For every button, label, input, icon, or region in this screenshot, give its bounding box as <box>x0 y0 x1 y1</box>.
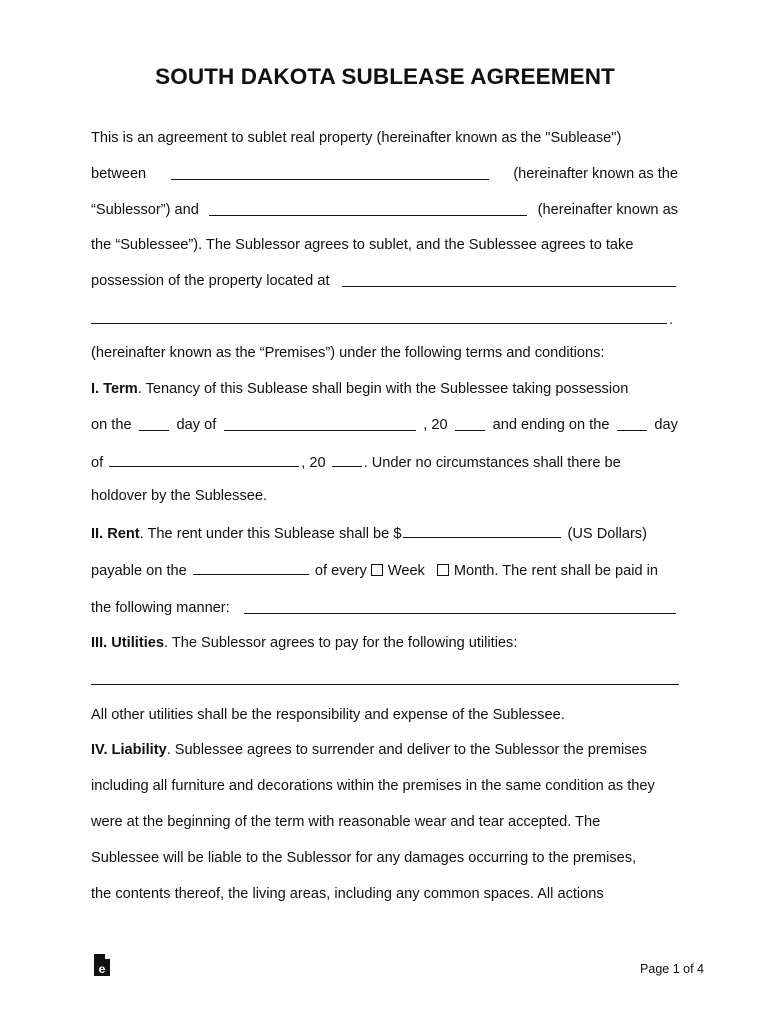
end-year-field[interactable] <box>332 452 362 467</box>
document-title: SOUTH DAKOTA SUBLEASE AGREEMENT <box>155 64 615 89</box>
rent-amount-field[interactable] <box>403 523 561 538</box>
intro-line-1: This is an agreement to sublet real property (hereinafter known as the "Sublease") <box>91 130 622 146</box>
rent-line-3: the following manner: <box>91 599 678 617</box>
svg-text:e: e <box>98 962 106 976</box>
term-line-3: of , 20 . Under no circumstances shall there be <box>91 452 678 472</box>
property-address-field-2[interactable] <box>91 309 667 324</box>
rent-due-day-field[interactable] <box>193 560 309 575</box>
intro-line-6: . <box>91 309 674 329</box>
intro-line-5: possession of the property located at <box>91 272 678 290</box>
term-line-4: holdover by the Sublessee. <box>91 488 268 504</box>
eforms-logo-icon <box>93 953 111 977</box>
utilities-list-field[interactable] <box>91 684 679 685</box>
utilities-heading: III. Utilities <box>91 635 164 651</box>
property-address-field[interactable] <box>342 272 676 287</box>
intro-line-4: the “Sublessee”). The Sublessor agrees to sublet, and the Sublessee agrees to take <box>91 237 634 253</box>
utilities-line-2: All other utilities shall be the responsibility and expense of the Sublessee. <box>91 707 565 723</box>
payment-method-field[interactable] <box>244 599 676 614</box>
rent-line-2: payable on the of every Week Month. The rent shall be paid in <box>91 560 678 580</box>
liability-line-3: were at the beginning of the term with reasonable wear and tear accepted. The <box>91 814 601 830</box>
intro-line-2: between (hereinafter known as the <box>91 166 678 182</box>
start-month-field[interactable] <box>224 416 416 431</box>
page-number: Page 1 of 4 <box>640 962 704 976</box>
term-heading: I. Term <box>91 381 138 397</box>
utilities-line-1: III. Utilities. The Sublessor agrees to pay for the following utilities: <box>91 635 518 651</box>
sublessee-name-field[interactable] <box>209 201 527 216</box>
liability-line-2: including all furniture and decorations within the premises in the same condition as they <box>91 778 655 794</box>
end-month-field[interactable] <box>109 452 299 467</box>
liability-line-5: the contents thereof, the living areas, including any common spaces. All actions <box>91 886 604 902</box>
rent-heading: II. Rent <box>91 526 140 542</box>
term-line-2: on the day of , 20 and ending on the day <box>91 417 678 433</box>
liability-line-1: IV. Liability. Sublessee agrees to surrender and deliver to the Sublessor the premises <box>91 742 647 758</box>
start-day-field[interactable] <box>139 416 169 431</box>
intro-line-3: “Sublessor”) and (hereinafter known as <box>91 202 678 218</box>
intro-line-7: (hereinafter known as the “Premises”) under the following terms and conditions: <box>91 345 605 361</box>
sublessor-name-field[interactable] <box>171 165 489 180</box>
end-day-field[interactable] <box>617 416 647 431</box>
week-checkbox[interactable] <box>371 564 383 576</box>
rent-line-1: II. Rent. The rent under this Sublease shall be $ (US Dollars) <box>91 523 678 543</box>
liability-heading: IV. Liability <box>91 742 167 758</box>
term-line-1: I. Term. Tenancy of this Sublease shall begin with the Sublessee taking possession <box>91 381 629 397</box>
month-checkbox[interactable] <box>437 564 449 576</box>
liability-line-4: Sublessee will be liable to the Sublessor for any damages occurring to the premises, <box>91 850 637 866</box>
start-year-field[interactable] <box>455 416 485 431</box>
